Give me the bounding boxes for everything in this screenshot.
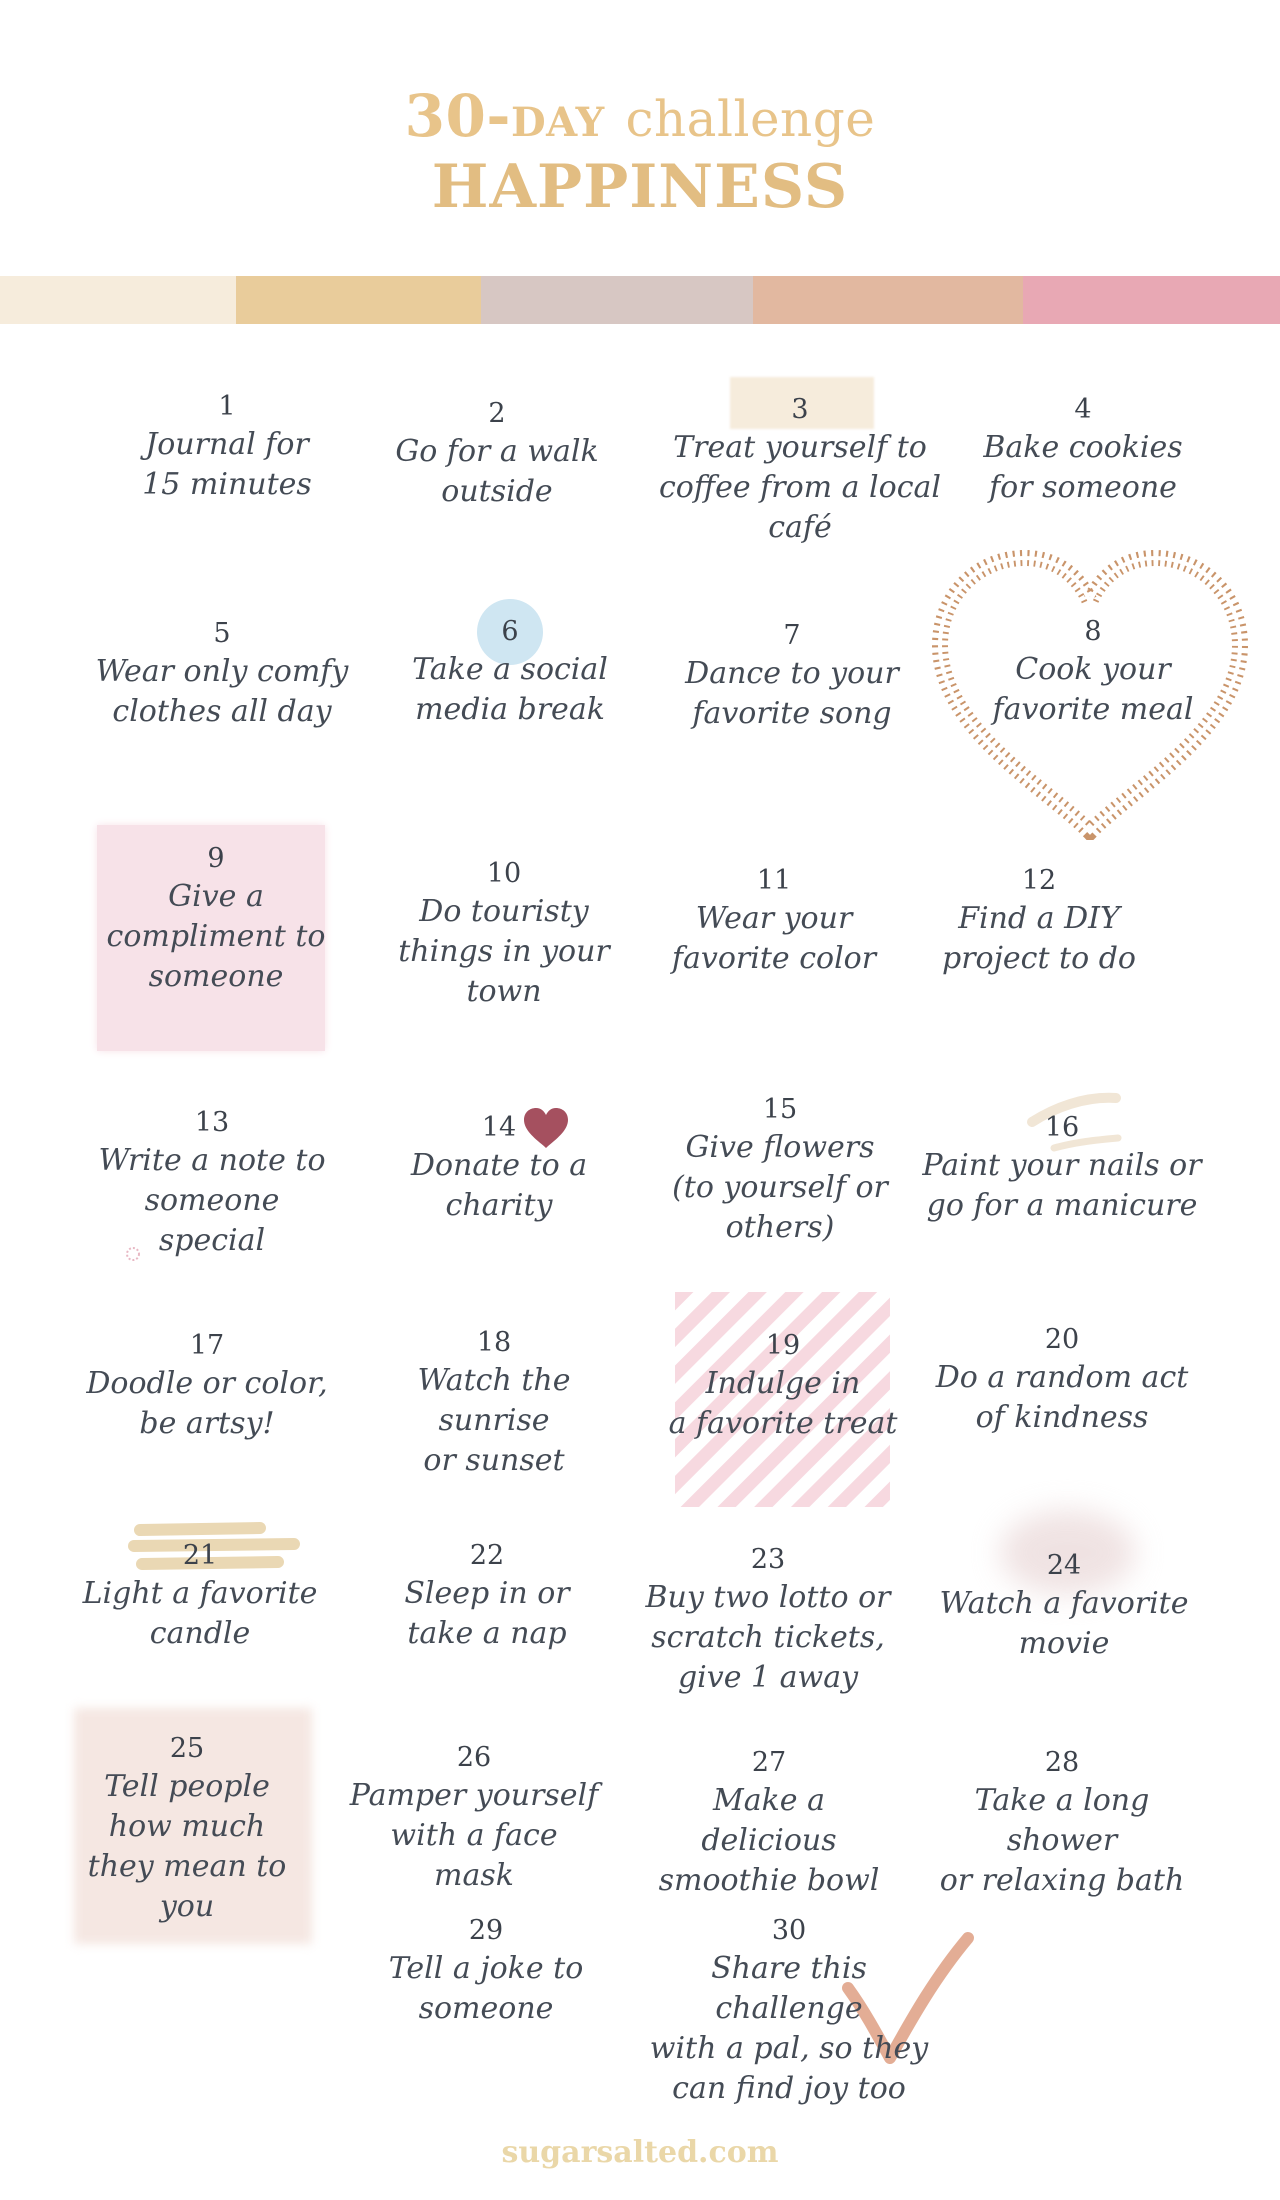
day-number: 12 — [1021, 865, 1057, 896]
day-21 — [80, 1538, 320, 1654]
page-subtitle: HAPPINESS — [431, 152, 849, 222]
day-task: Make a delicious smoothie bowl — [658, 1783, 880, 1898]
day-8 — [973, 614, 1213, 730]
color-stripe-3 — [481, 276, 753, 324]
day-number: 17 — [189, 1330, 225, 1361]
day-task: Treat yourself to coffee from a local café — [658, 430, 941, 545]
day-29 — [366, 1913, 606, 2029]
day-task: Give flowers (to yourself or others) — [672, 1130, 888, 1245]
day-24 — [934, 1548, 1194, 1664]
day-task: Donate to a charity — [410, 1148, 588, 1223]
site-url: sugarsalted.com — [501, 2135, 779, 2170]
day-7 — [672, 618, 912, 734]
day-14 — [379, 1110, 619, 1226]
day-task: Sleep in or take a nap — [404, 1576, 570, 1651]
day-number: 20 — [1044, 1324, 1080, 1355]
color-stripe-5 — [1023, 276, 1280, 324]
day-task: Wear only comfy clothes all day — [95, 654, 349, 729]
day-task: Wear your favorite color — [671, 901, 877, 976]
day-1 — [107, 389, 347, 505]
day-16 — [917, 1110, 1207, 1226]
day-task: Go for a walk outside — [395, 434, 599, 509]
day-task: Journal for 15 minutes — [142, 427, 312, 502]
day-task: Take a social media break — [412, 652, 608, 727]
day-task: Do a random act of kindness — [935, 1360, 1189, 1435]
day-15 — [660, 1092, 900, 1248]
day-18 — [359, 1325, 629, 1481]
day-task: Share this challenge with a pal, so they can find joy too — [649, 1951, 929, 2106]
day-12 — [919, 863, 1159, 979]
day-task: Take a long shower or relaxing bath — [939, 1783, 1185, 1898]
day-30 — [634, 1913, 944, 2109]
day-number: 30 — [771, 1915, 807, 1946]
day-4 — [963, 392, 1203, 508]
day-number: 15 — [762, 1094, 798, 1125]
day-task: Dance to your favorite song — [685, 656, 899, 731]
day-task: Doodle or color, be artsy! — [86, 1366, 328, 1441]
title-word: challenge — [625, 90, 876, 148]
day-task: Find a DIY project to do — [942, 901, 1136, 976]
day-task: Give a compliment to someone — [106, 879, 326, 994]
day-task: Do touristy things in your town — [398, 894, 610, 1009]
day-number: 6 — [501, 616, 519, 647]
day-task: Buy two lotto or scratch tickets, give 1 away — [645, 1580, 891, 1695]
day-number: 28 — [1044, 1747, 1080, 1778]
day-3 — [657, 392, 943, 548]
day-23 — [633, 1542, 903, 1698]
day-27 — [644, 1745, 894, 1901]
day-25 — [57, 1731, 317, 1927]
day-number: 5 — [213, 618, 231, 649]
day-number: 27 — [751, 1747, 787, 1778]
day-26 — [349, 1740, 599, 1896]
day-task: Tell a joke to someone — [388, 1951, 584, 2026]
day-task: Indulge in a favorite treat — [668, 1366, 898, 1441]
day-number: 3 — [791, 394, 809, 425]
day-task: Cook your favorite meal — [992, 652, 1194, 727]
day-task: Light a favorite candle — [82, 1576, 318, 1651]
day-20 — [932, 1322, 1192, 1438]
day-number: 4 — [1074, 394, 1092, 425]
color-stripe-1 — [0, 276, 236, 324]
day-number: 7 — [783, 620, 801, 651]
day-task: Watch a favorite movie — [939, 1586, 1189, 1661]
title-day: DAY — [510, 99, 605, 146]
day-number: 29 — [468, 1915, 504, 1946]
day-6 — [390, 614, 630, 730]
day-task: Watch the sunrise or sunset — [417, 1363, 571, 1478]
day-task: Pamper yourself with a face mask — [349, 1778, 599, 1893]
day-2 — [367, 396, 627, 512]
day-number: 25 — [169, 1733, 205, 1764]
day-9 — [96, 841, 336, 997]
day-22 — [367, 1538, 607, 1654]
day-number: 14 — [481, 1112, 517, 1143]
day-number: 8 — [1084, 616, 1102, 647]
title-number: 30- — [404, 82, 511, 150]
day-number: 1 — [218, 391, 236, 422]
day-number: 2 — [488, 398, 506, 429]
day-28 — [917, 1745, 1207, 1901]
day-number: 24 — [1046, 1550, 1082, 1581]
day-task: Tell people how much they mean to you — [87, 1769, 287, 1924]
day-5 — [92, 616, 352, 732]
day-number: 9 — [207, 843, 225, 874]
day-number: 23 — [750, 1544, 786, 1575]
day-number: 26 — [456, 1742, 492, 1773]
day-13 — [87, 1105, 337, 1261]
day-number: 22 — [469, 1540, 505, 1571]
day-number: 16 — [1044, 1112, 1080, 1143]
day-17 — [82, 1328, 332, 1444]
day-task: Write a note to someone special — [98, 1143, 326, 1258]
day-11 — [654, 863, 894, 979]
day-number: 11 — [756, 865, 792, 896]
color-stripe-4 — [753, 276, 1023, 324]
color-stripe-2 — [236, 276, 481, 324]
day-number: 10 — [486, 858, 522, 889]
day-10 — [384, 856, 624, 1012]
day-task: Bake cookies for someone — [983, 430, 1183, 505]
day-number: 21 — [182, 1540, 218, 1571]
day-number: 19 — [765, 1330, 801, 1361]
day-number: 13 — [194, 1107, 230, 1138]
day-task: Paint your nails or go for a manicure — [922, 1148, 1202, 1223]
page-title — [0, 82, 1280, 150]
day-number: 18 — [476, 1327, 512, 1358]
day-19 — [663, 1328, 903, 1444]
